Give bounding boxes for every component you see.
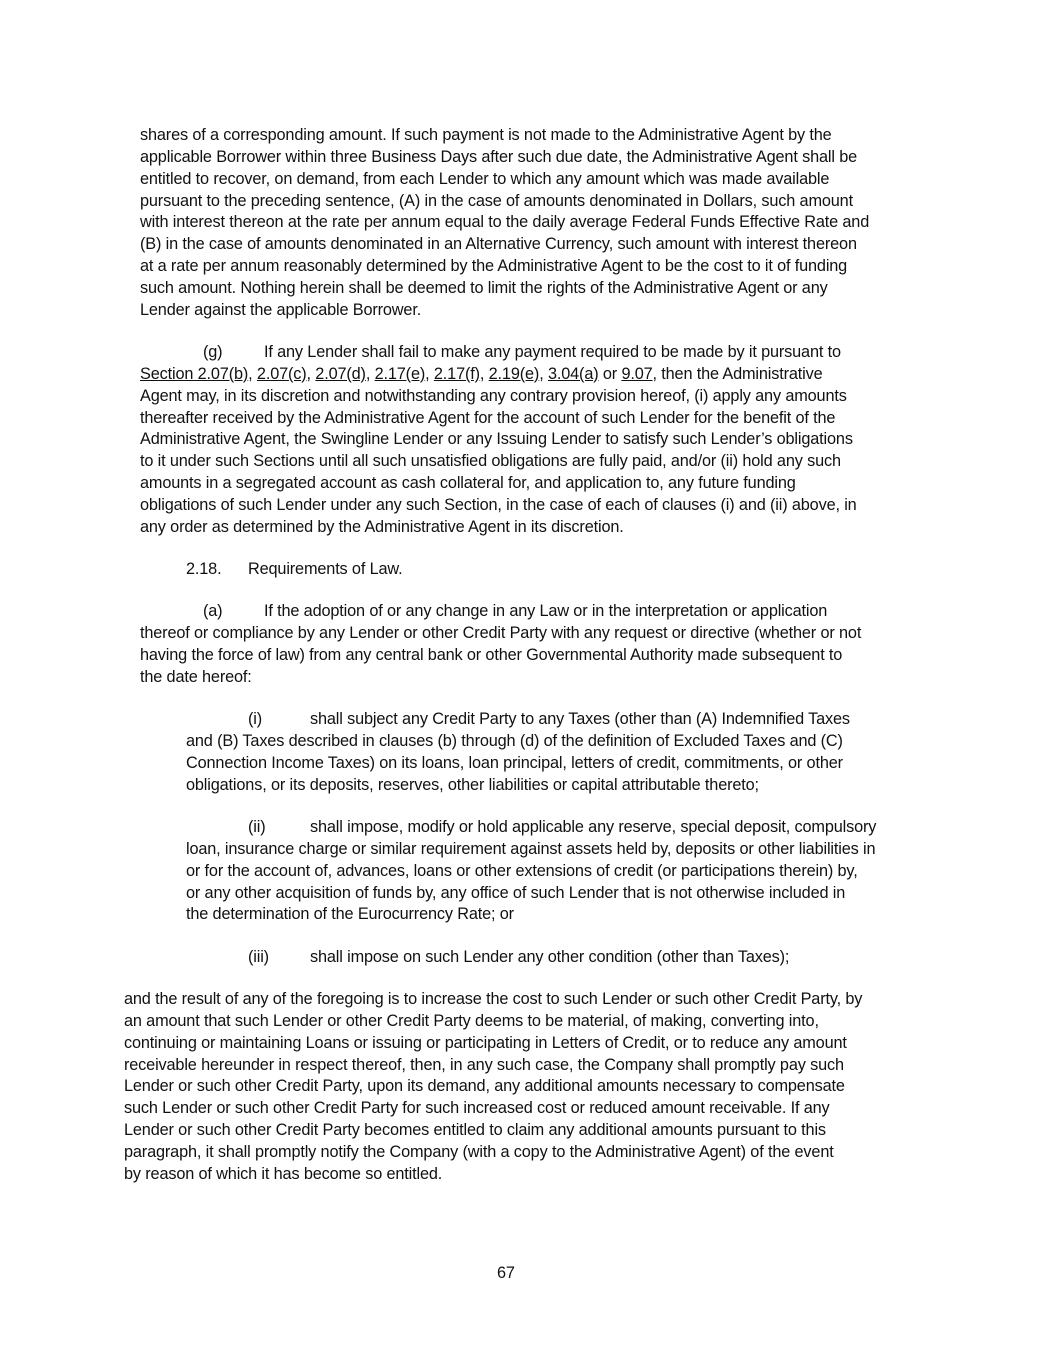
paragraph-line: the date hereof:: [140, 667, 252, 686]
paragraph-line: and the result of any of the foregoing is to increase the cost to such Lender or such other Credit Party, by: [124, 990, 863, 1008]
paragraph-line: Lender against the applicable Borrower.: [140, 300, 422, 319]
clause-ii-first-line: shall impose, modify or hold applicable any reserve, special deposit, compulsory: [310, 818, 877, 836]
section-reference-link[interactable]: 9.07: [621, 364, 653, 383]
paragraph-line: receivable hereunder in respect thereof, then, in any such case, the Company shall promptly pay such: [124, 1055, 844, 1074]
paragraph-line: any order as determined by the Administrative Agent in its discretion.: [140, 517, 624, 536]
clause-line: Connection Income Taxes) on its loans, loan principal, letters of credit, commitments, or other: [186, 753, 843, 772]
clause-iii-marker: (iii): [248, 948, 269, 966]
section-reference-link[interactable]: 2.17(f): [433, 364, 480, 383]
paragraph-line: Administrative Agent, the Swingline Lender or any Issuing Lender to satisfy such Lender’s obligations: [140, 430, 853, 449]
clause-line: loan, insurance charge or similar requirement against assets held by, deposits or other liabilities in: [186, 839, 876, 858]
clause-line: obligations, or its deposits, reserves, other liabilities or capital attributable thereto;: [186, 775, 759, 794]
section-title: Requirements of Law.: [248, 560, 403, 578]
para-g-first-line: If any Lender shall fail to make any payment required to be made by it pursuant to: [264, 343, 841, 361]
paragraph-line: amounts in a segregated account as cash collateral for, and application to, any future funding: [140, 474, 796, 493]
section-reference-link[interactable]: 2.07(d): [315, 364, 366, 383]
para-g-marker: (g): [203, 343, 223, 361]
paragraph-line: shares of a corresponding amount. If such payment is not made to the Administrative Agent by the: [140, 126, 832, 144]
paragraph-line: by reason of which it has become so entitled.: [124, 1164, 443, 1183]
clause-line: the determination of the Eurocurrency Rate; or: [186, 905, 514, 924]
section-number: 2.18.: [186, 560, 222, 578]
paragraph-line: such Lender or such other Credit Party for such increased cost or reduced amount receivable. If any: [124, 1099, 830, 1118]
clause-line: or for the account of, advances, loans or other extensions of credit (or participations therein) by,: [186, 861, 858, 880]
paragraph-line: (B) in the case of amounts denominated in an Alternative Currency, such amount with interest thereon: [140, 235, 857, 254]
paragraph-line: applicable Borrower within three Business Days after such due date, the Administrative Agent shall be: [140, 147, 858, 166]
paragraph-line: having the force of law) from any central bank or other Governmental Authority made subsequent to: [140, 645, 843, 664]
page-number: 67: [497, 1264, 515, 1282]
clause-i-marker: (i): [248, 710, 263, 728]
paragraph-line: Lender or such other Credit Party becomes entitled to claim any additional amounts pursuant to this: [124, 1121, 826, 1140]
section-reference-link[interactable]: 2.07(c): [256, 364, 307, 383]
clause-ii-marker: (ii): [248, 818, 266, 836]
section-reference-link[interactable]: 3.04(a): [547, 364, 599, 383]
clause-i-first-line: shall subject any Credit Party to any Taxes (other than (A) Indemnified Taxes: [310, 710, 850, 728]
paragraph-line: thereafter received by the Administrative Agent for the account of such Lender for the benefit of the: [140, 408, 836, 427]
paragraph-line: at a rate per annum reasonably determined by the Administrative Agent to be the cost to it of funding: [140, 257, 848, 276]
section-reference-link[interactable]: Section 2.07(b): [140, 364, 249, 383]
para-g-tail: , then the Administrative: [652, 364, 823, 383]
paragraph-line: continuing or maintaining Loans or issuing or participating in Letters of Credit, or to reduce any amount: [124, 1033, 847, 1052]
section-reference-link[interactable]: 2.19(e): [488, 364, 540, 383]
clause-line: and (B) Taxes described in clauses (b) through (d) of the definition of Excluded Taxes and (C): [186, 731, 843, 750]
paragraph-line: to it under such Sections until all such unsatisfied obligations are fully paid, and/or (ii) hold any such: [140, 452, 841, 471]
paragraph-line: an amount that such Lender or other Credit Party deems to be material, of making, converting into,: [124, 1011, 819, 1030]
clause-iii-first-line: shall impose on such Lender any other condition (other than Taxes);: [310, 948, 790, 966]
section-reference-link[interactable]: 2.17(e): [374, 364, 426, 383]
paragraph-line: thereof or compliance by any Lender or other Credit Party with any request or directive (whether or not: [140, 623, 862, 642]
para-g-refs-line: Section 2.07(b), 2.07(c), 2.07(d), 2.17(e), 2.17(f), 2.19(e), 3.04(a) or 9.07, then the Administrative: [140, 364, 823, 383]
paragraph-line: paragraph, it shall promptly notify the Company (with a copy to the Administrative Agent) of the event: [124, 1142, 834, 1161]
para-a-marker: (a): [203, 602, 223, 620]
paragraph-line: obligations of such Lender under any such Section, in the case of each of clauses (i) and (ii) above, in: [140, 495, 857, 514]
paragraph-line: such amount. Nothing herein shall be deemed to limit the rights of the Administrative Agent or any: [140, 278, 828, 297]
paragraph-line: with interest thereon at the rate per annum equal to the daily average Federal Funds Effective Rate and: [140, 213, 870, 232]
para-a-first-line: If the adoption of or any change in any Law or in the interpretation or application: [264, 602, 828, 620]
paragraph-line: Lender or such other Credit Party, upon its demand, any additional amounts necessary to compensate: [124, 1077, 845, 1096]
paragraph-line: pursuant to the preceding sentence, (A) in the case of amounts denominated in Dollars, such amount: [140, 191, 853, 210]
paragraph-line: entitled to recover, on demand, from each Lender to which any amount which was made available: [140, 169, 830, 188]
clause-line: or any other acquisition of funds by, any office of such Lender that is not otherwise included in: [186, 883, 846, 902]
paragraph-line: Agent may, in its discretion and notwithstanding any contrary provision hereof, (i) apply any amounts: [140, 386, 847, 405]
